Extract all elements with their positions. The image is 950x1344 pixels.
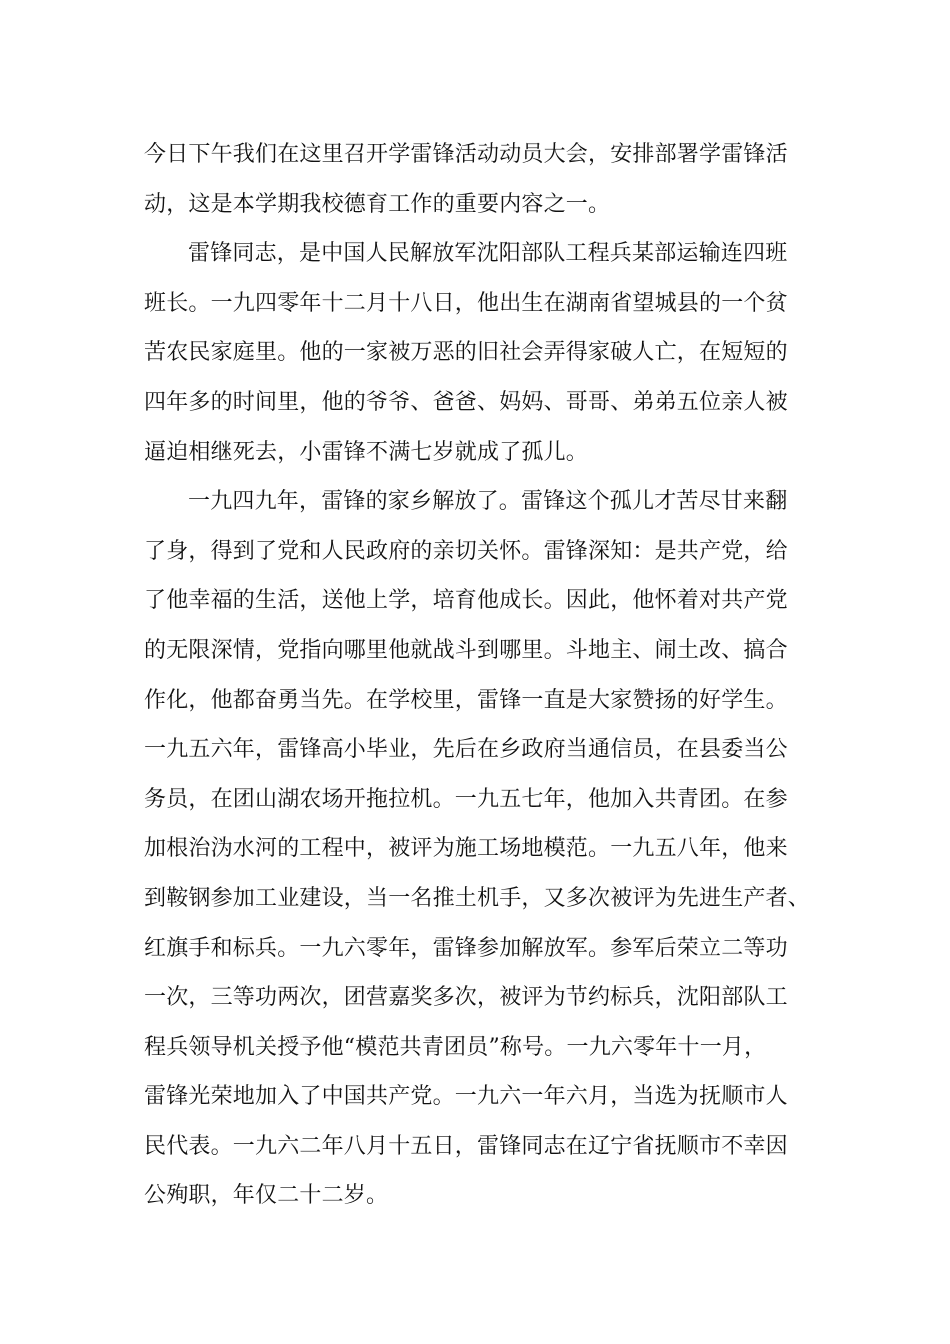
text-line: 逼迫相继死去，小雷锋不满七岁就成了孤儿。	[144, 439, 589, 465]
text-line: 了身，得到了党和人民政府的亲切关怀。雷锋深知：是共产党，给	[144, 538, 788, 564]
text-line: 民代表。一九六二年八月十五日，雷锋同志在辽宁省抚顺市不幸因	[144, 1133, 788, 1159]
text-line: 苦农民家庭里。他的一家被万恶的旧社会弄得家破人亡，在短短的	[144, 340, 788, 366]
text-line: 作化，他都奋勇当先。在学校里，雷锋一直是大家赞扬的好学生。	[144, 687, 788, 713]
text-line-indented: 一九四九年，雷锋的家乡解放了。雷锋这个孤儿才苦尽甘来翻	[188, 489, 788, 515]
text-line: 了他幸福的生活，送他上学，培育他成长。因此，他怀着对共产党	[144, 588, 788, 614]
text-line: 到鞍钢参加工业建设，当一名推土机手，又多次被评为先进生产者、	[144, 885, 811, 911]
text-line: 公殉职，年仅二十二岁。	[144, 1183, 389, 1209]
text-line: 今日下午我们在这里召开学雷锋活动动员大会，安排部署学雷锋活	[144, 142, 788, 167]
document-body	[144, 130, 824, 1271]
text-line: 加根治沩水河的工程中，被评为施工场地模范。一九五八年，他来	[144, 836, 788, 862]
text-line: 红旗手和标兵。一九六零年，雷锋参加解放军。参军后荣立二等功	[144, 935, 788, 961]
text-line: 一九五六年，雷锋高小毕业，先后在乡政府当通信员，在县委当公	[144, 737, 788, 763]
text-line: 四年多的时间里，他的爷爷、爸爸、妈妈、哥哥、弟弟五位亲人被	[144, 389, 788, 415]
text-line	[144, 1221, 824, 1271]
paragraph-2	[144, 229, 824, 477]
paragraph-3	[144, 477, 824, 1271]
text-line: 动，这是本学期我校德育工作的重要内容之一。	[144, 191, 611, 217]
text-line-indented: 雷锋同志，是中国人民解放军沈阳部队工程兵某部运输连四班	[188, 241, 788, 267]
text-line: 班长。一九四零年十二月十八日，他出生在湖南省望城县的一个贫	[144, 290, 788, 316]
text-line: 的无限深情，党指向哪里他就战斗到哪里。斗地主、闹土改、搞合	[144, 637, 788, 663]
paragraph-1	[144, 130, 824, 229]
text-line: 务员，在团山湖农场开拖拉机。一九五七年，他加入共青团。在参	[144, 786, 788, 812]
text-line: 程兵领导机关授予他“模范共青团员”称号。一九六零年十一月，	[144, 1034, 767, 1060]
text-line: 雷锋光荣地加入了中国共产党。一九六一年六月，当选为抚顺市人	[144, 1084, 788, 1110]
text-line: 一次，三等功两次，团营嘉奖多次，被评为节约标兵，沈阳部队工	[144, 985, 788, 1011]
